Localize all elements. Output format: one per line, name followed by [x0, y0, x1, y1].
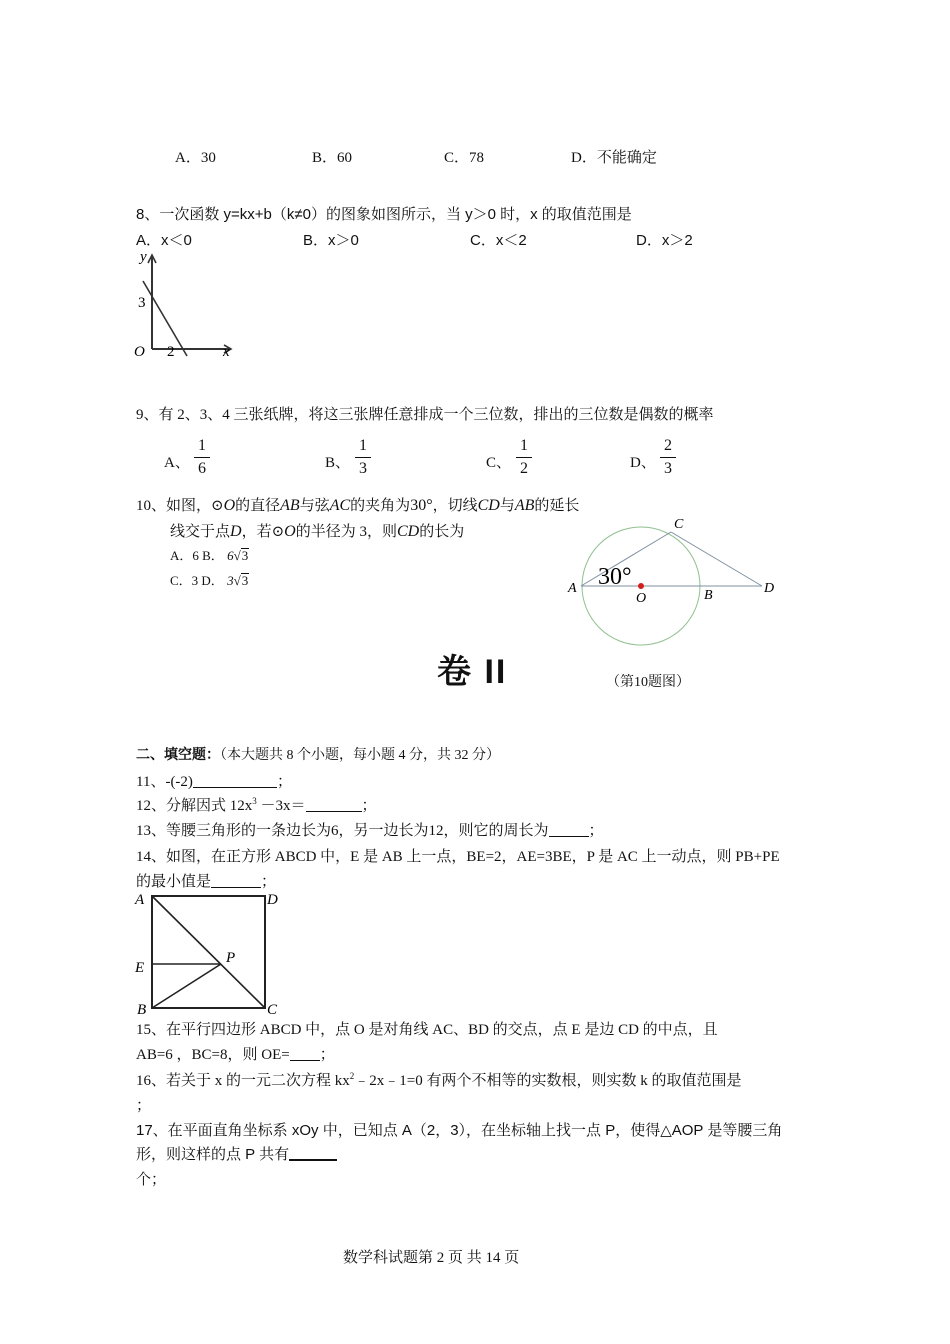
- q12-answer-blank[interactable]: [306, 797, 362, 812]
- q17-line3: 个；: [136, 1172, 167, 1188]
- q8-y-intercept-label: 3: [138, 295, 146, 311]
- q8-line-graph: [130, 246, 240, 362]
- q10-option-b-coef: 6: [227, 548, 234, 563]
- numerator: 1: [359, 437, 367, 454]
- q10-option-b-radicand: 3: [241, 548, 249, 563]
- q10-line2: [170, 520, 464, 541]
- q10-symbol-o: O: [223, 497, 236, 514]
- q16-line1: [136, 1069, 741, 1090]
- q8-stem: 8、一次函数 y=kx+b（k≠0）的图象如图所示，当 y＞0 时，x 的取值范围是: [136, 206, 632, 223]
- q10-circle-figure: [560, 512, 790, 657]
- q10-options-cd: C．3 D． 3√3: [170, 573, 249, 588]
- q9-option-a-label: A、: [164, 455, 190, 471]
- label-c: C: [267, 1002, 278, 1016]
- numerator: 1: [198, 437, 206, 454]
- q14-square-figure: [133, 888, 283, 1016]
- q11: [136, 770, 292, 791]
- q10-symbol-ab: AB: [514, 497, 535, 514]
- q10-text: 的延长: [534, 498, 580, 514]
- tangent-cd: [671, 532, 762, 586]
- q10-text: 的直径: [235, 498, 281, 514]
- q10-text: 与: [499, 498, 515, 514]
- q10-symbol-o: O: [284, 523, 296, 540]
- q10-angle: 30°: [410, 497, 433, 514]
- denominator: 2: [520, 460, 528, 477]
- q17-line2: [136, 1143, 337, 1164]
- q10-text: 10、如图，⊙: [136, 498, 224, 514]
- label-c: C: [674, 517, 684, 532]
- q10-symbol-cd: CD: [396, 523, 420, 540]
- q8-function-line: [143, 281, 187, 356]
- label-p: P: [226, 950, 236, 966]
- q13-answer-blank[interactable]: [549, 822, 589, 837]
- q10-figure-caption: （第10题图）: [606, 675, 690, 690]
- q9-stem: 9、有 2、3、4 三张纸牌，将这三张牌任意排成一个三位数，排出的三位数是偶数的概率: [136, 407, 714, 423]
- denominator: 3: [359, 460, 367, 477]
- q8-option-d: D．x＞2: [636, 232, 693, 249]
- numerator: 1: [520, 437, 528, 454]
- fraction-bar: [194, 457, 210, 458]
- label-d: D: [267, 892, 278, 908]
- q15-line1: 15、在平行四边形 ABCD 中，点 O 是对角线 AC、BD 的交点，点 E 是边 CD 的中点，且: [136, 1022, 718, 1038]
- q10-symbol-ab: AB: [280, 497, 300, 514]
- q9-option-c-label: C、: [486, 455, 512, 471]
- q9-option-d-fraction: [660, 436, 676, 479]
- q10-text: 与弦: [299, 498, 330, 514]
- q9-option-b-label: B、: [325, 455, 351, 471]
- q16-text: ﹣2x﹣1=0 有两个不相等的实数根，则实数 k 的取值范围是: [354, 1073, 742, 1089]
- q10-text: 线交于点: [170, 524, 231, 540]
- fill-in-title: 二、填空题：: [136, 747, 220, 763]
- angle-label: 30°: [598, 564, 632, 590]
- q8-option-a: A．x＜0: [136, 232, 192, 249]
- q8-y-label: y: [140, 249, 147, 265]
- center-point: [638, 583, 644, 589]
- q10-symbol-d: D: [230, 523, 242, 540]
- q15-text: AB=6 ，BC=8，则 OE=: [136, 1047, 290, 1063]
- fraction-bar: [516, 457, 532, 458]
- q14-text: 的最小值是: [136, 874, 212, 890]
- fill-in-heading: [136, 744, 500, 764]
- q17-text: 形，则这样的点 P 共有: [136, 1146, 290, 1163]
- q9-option-c-fraction: [516, 436, 532, 479]
- q12-text: －3x＝: [256, 798, 306, 814]
- q14-answer-blank[interactable]: [211, 873, 261, 888]
- q10-symbol-cd: CD: [477, 497, 500, 514]
- q10-text: ，若⊙: [241, 524, 285, 540]
- q17-answer-blank[interactable]: [289, 1145, 337, 1161]
- label-e: E: [135, 960, 145, 976]
- q13-text: 13、等腰三角形的一条边长为6，另一边长为12，则它的周长为: [136, 823, 549, 839]
- q7-option-c: C．78: [444, 150, 485, 166]
- label-b: B: [704, 588, 713, 603]
- fraction-bar: [660, 457, 676, 458]
- denominator: 6: [198, 460, 206, 477]
- q10-text: 的半径为 3，则: [295, 524, 397, 540]
- q11-end: ；: [276, 774, 292, 790]
- label-a: A: [568, 581, 577, 596]
- segment-pb: [152, 964, 221, 1008]
- label-b: B: [137, 1002, 147, 1016]
- q12-end: ；: [361, 798, 377, 814]
- q15-line2: [136, 1043, 335, 1064]
- q14-end: ；: [261, 874, 277, 890]
- q8-option-c: C．x＜2: [470, 232, 527, 249]
- q10-symbol-ac: AC: [329, 497, 351, 514]
- diagonal-ac: [152, 896, 265, 1008]
- q10-option-a-b: A．6 B．: [170, 548, 224, 563]
- numerator: 2: [664, 437, 672, 454]
- denominator: 3: [664, 460, 672, 477]
- q10-option-c-d: C．3 D．: [170, 573, 224, 588]
- q15-answer-blank[interactable]: [290, 1046, 320, 1061]
- q9-option-a-fraction: [194, 436, 210, 479]
- section-ii-title: 卷 II: [437, 653, 508, 691]
- q16-text: 16、若关于 x 的一元二次方程 kx: [136, 1073, 350, 1089]
- q13: [136, 819, 604, 840]
- q10-line1: [136, 494, 579, 515]
- q12-exponent: 3: [252, 796, 257, 806]
- q9-option-d-label: D、: [630, 455, 656, 471]
- page-footer: 数学科试题第 2 页 共 14 页: [343, 1250, 520, 1266]
- label-o: O: [636, 591, 647, 606]
- q8-origin-label: O: [134, 344, 145, 360]
- q13-end: ；: [588, 823, 604, 839]
- q10-options-ab: A．6 B． 6√3: [170, 548, 249, 563]
- label-d: D: [764, 581, 775, 596]
- q14-line1: 14、如图，在正方形 ABCD 中，E 是 AB 上一点，BE=2，AE=3BE，P 是 AC 上一动点，则 PB+PE: [136, 849, 780, 865]
- q11-answer-blank[interactable]: [193, 773, 277, 788]
- label-a: A: [135, 892, 145, 908]
- q8-option-b: B．x＞0: [303, 232, 359, 249]
- q12: [136, 794, 377, 815]
- q7-option-b: B．60: [312, 150, 353, 166]
- q10-option-d-coef: 3: [227, 573, 234, 588]
- q10-text: 的夹角为: [350, 498, 411, 514]
- q11-text: 11、-(-2): [136, 774, 193, 790]
- q8-x-label: x: [223, 344, 230, 360]
- q16-line2: ；: [136, 1098, 152, 1114]
- q12-text: 12、分解因式 12x: [136, 798, 253, 814]
- fill-in-note: （本大题共 8 个小题，每小题 4 分，共 32 分）: [220, 748, 500, 763]
- q10-option-d-radicand: 3: [241, 573, 249, 588]
- q9-option-b-fraction: [355, 436, 371, 479]
- q17-line1: 17、在平面直角坐标系 xOy 中，已知点 A（2，3），在坐标轴上找一点 P，使得△AOP 是等腰三角: [136, 1122, 783, 1139]
- q7-option-a: A．30: [175, 150, 216, 166]
- fraction-bar: [355, 457, 371, 458]
- q15-end: ；: [319, 1047, 335, 1063]
- q7-option-d: D．不能确定: [571, 150, 657, 166]
- q10-text: 的长为: [419, 524, 465, 540]
- q16-exponent: 2: [349, 1071, 355, 1081]
- q8-x-intercept-label: 2: [167, 344, 175, 360]
- q10-text: ，切线: [432, 498, 478, 514]
